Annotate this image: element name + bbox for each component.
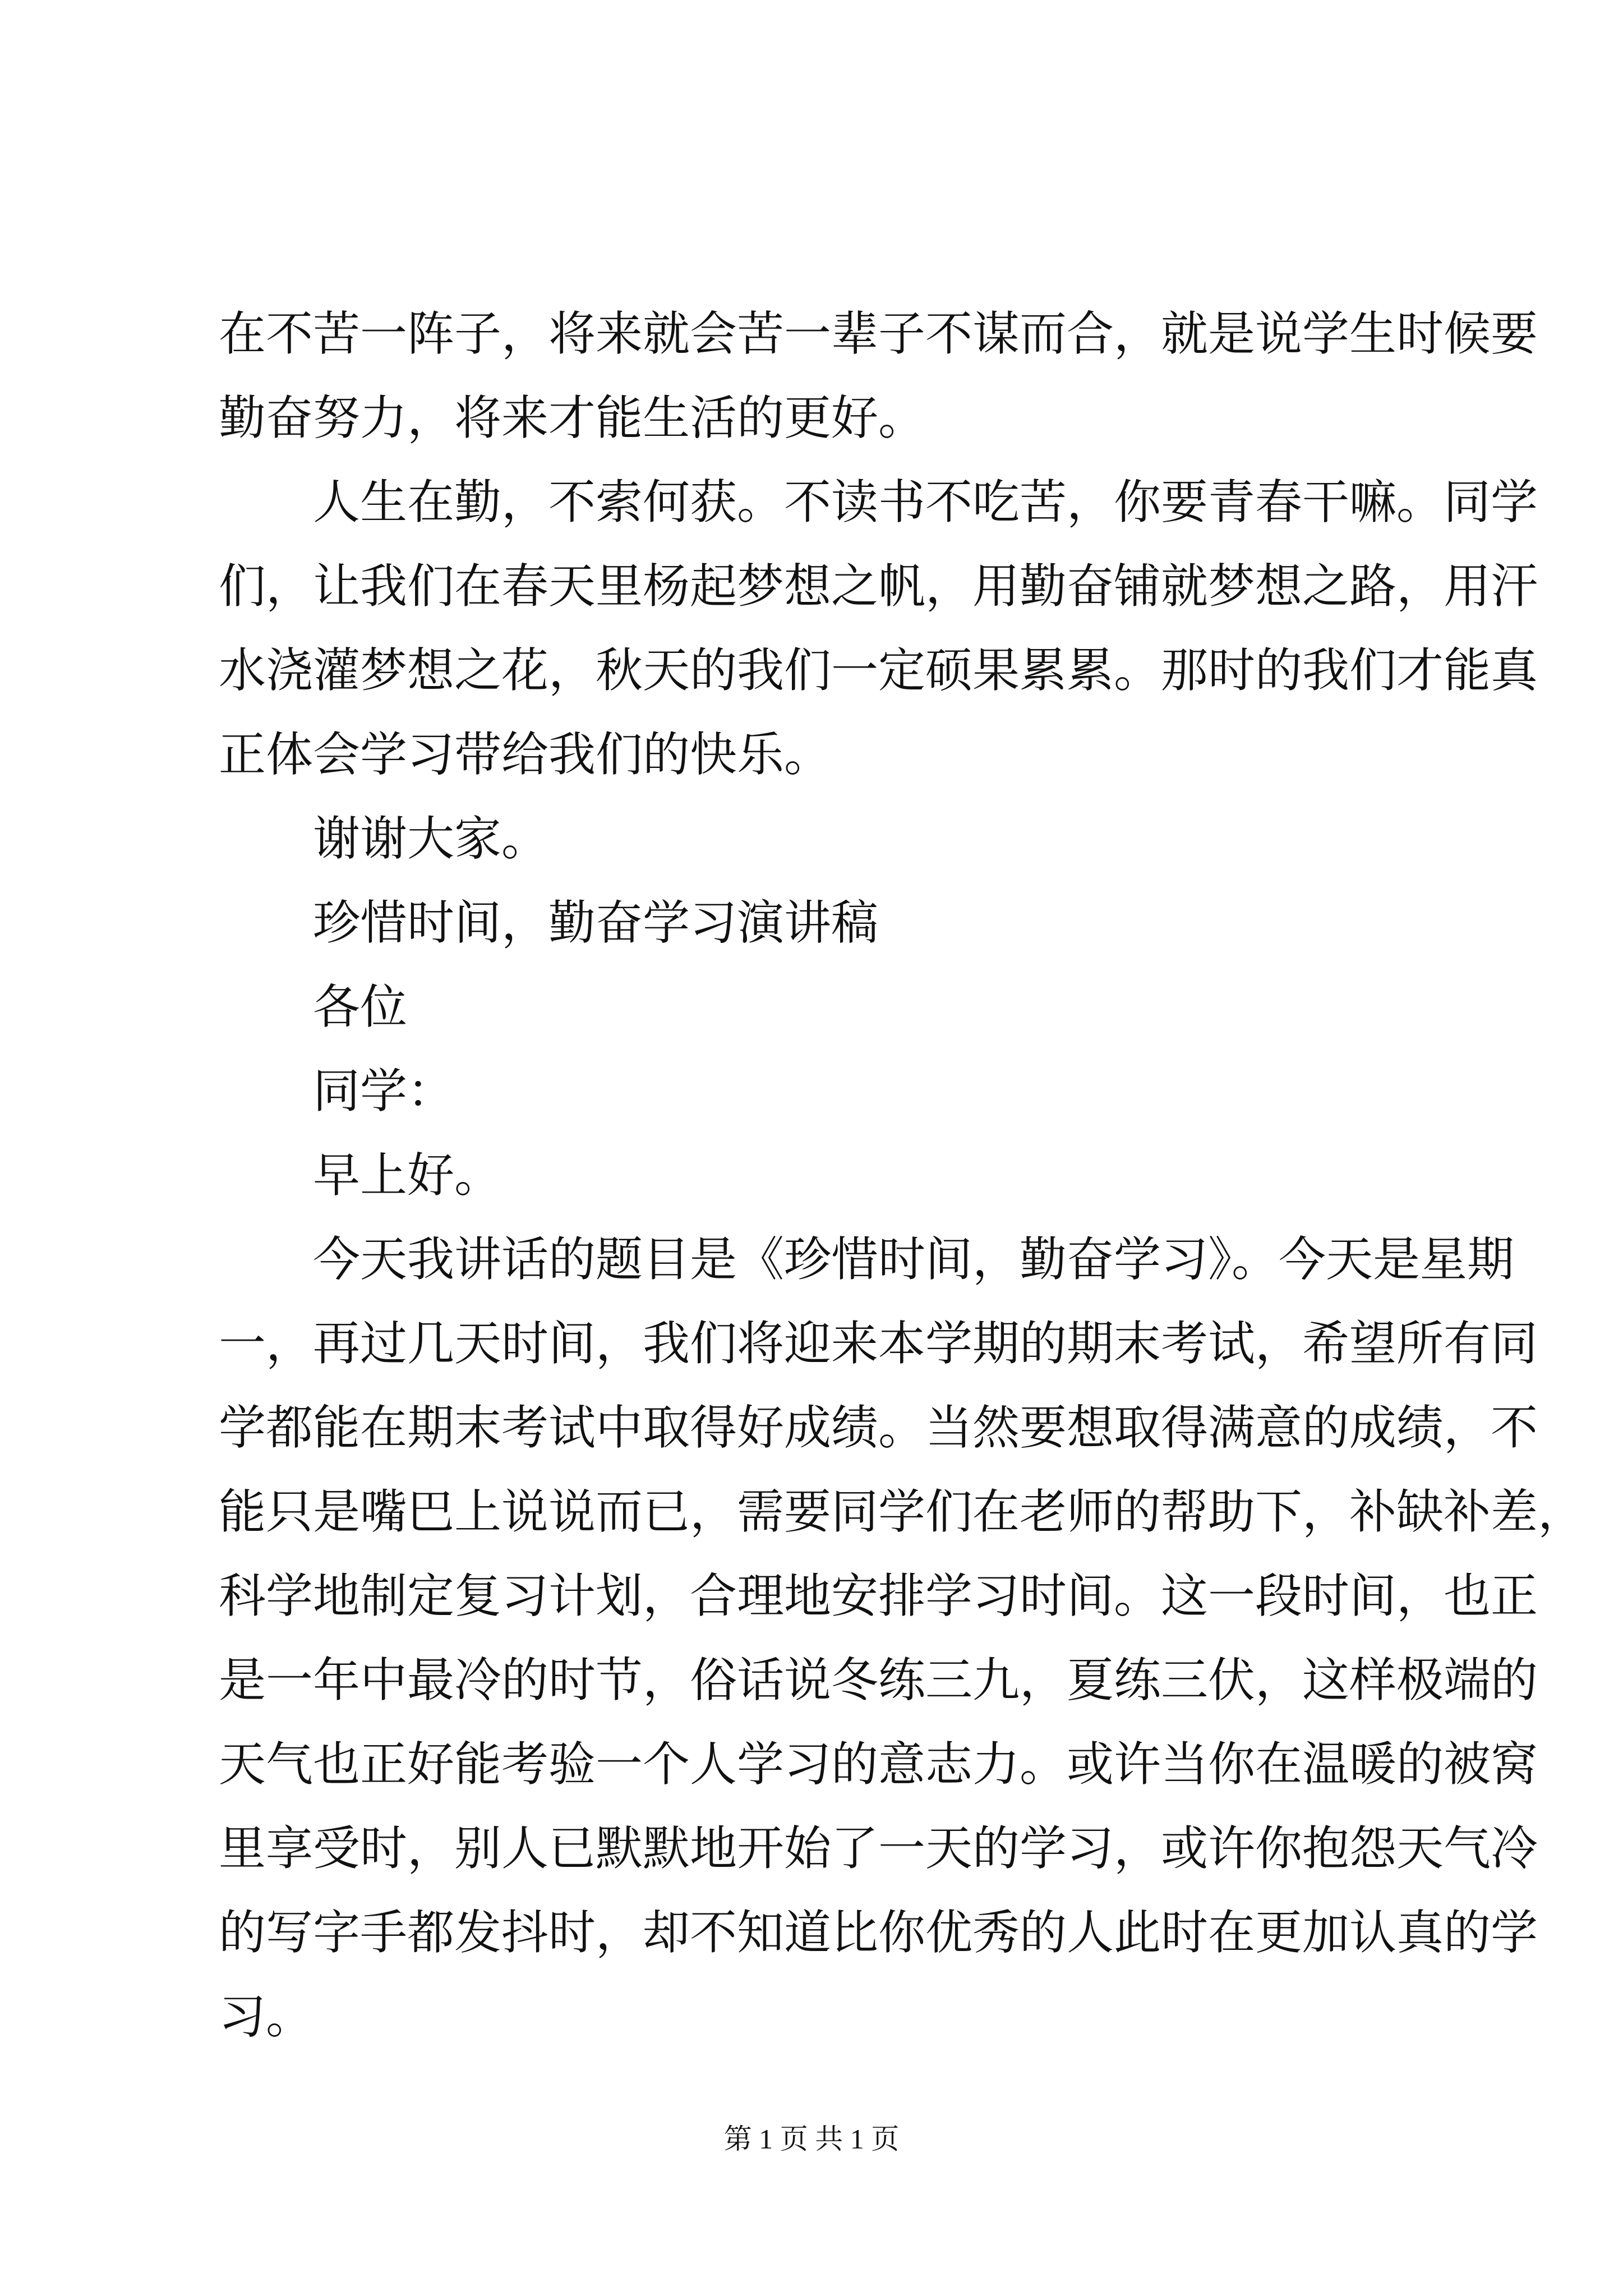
text-line: 们，让我们在春天里杨起梦想之帆，用勤奋铺就梦想之路，用汗 [219, 559, 1538, 614]
paragraph-first-line: 人生在勤，不索何获。不读书不吃苦，你要青春干嘛。同学 [313, 475, 1538, 530]
greeting-line: 早上好。 [313, 1148, 502, 1203]
text-line: 能只是嘴巴上说说而已，需要同学们在老师的帮助下，补缺补差， [219, 1484, 1585, 1539]
closing-line: 谢谢大家。 [313, 811, 549, 866]
document-body [219, 292, 1585, 2059]
text-line: 勤奋努力，将来才能生活的更好。 [219, 390, 926, 445]
text-line: 科学地制定复习计划，合理地安排学习时间。这一段时间，也正 [219, 1568, 1538, 1623]
page-number-footer: 第 1 页 共 1 页 [723, 2123, 900, 2155]
paragraph-first-line: 今天我讲话的题目是《珍惜时间，勤奋学习》。今天是星期 [313, 1232, 1515, 1287]
text-line: 的写字手都发抖时，却不知道比你优秀的人此时在更加认真的学 [219, 1905, 1538, 1960]
text-line: 是一年中最冷的时节，俗话说冬练三九，夏练三伏，这样极端的 [219, 1653, 1538, 1708]
text-line: 在不苦一阵子，将来就会苦一辈子不谋而合，就是说学生时候要 [219, 306, 1538, 361]
text-line: 天气也正好能考验一个人学习的意志力。或许当你在温暖的被窝 [219, 1737, 1538, 1792]
text-line: 学都能在期末考试中取得好成绩。当然要想取得满意的成绩，不 [219, 1400, 1538, 1455]
text-line: 水浇灌梦想之花，秋天的我们一定硕果累累。那时的我们才能真 [219, 643, 1538, 698]
text-line: 里享受时，别人已默默地开始了一天的学习，或许你抱怨天气冷 [219, 1821, 1538, 1876]
salutation-line: 各位 [313, 979, 408, 1034]
text-line: 一，再过几天时间，我们将迎来本学期的期末考试，希望所有同 [219, 1316, 1538, 1371]
text-line: 习。 [219, 1989, 313, 2044]
speech-title: 珍惜时间，勤奋学习演讲稿 [313, 895, 879, 950]
text-line: 正体会学习带给我们的快乐。 [219, 727, 832, 782]
salutation-line: 同学： [313, 1064, 455, 1119]
